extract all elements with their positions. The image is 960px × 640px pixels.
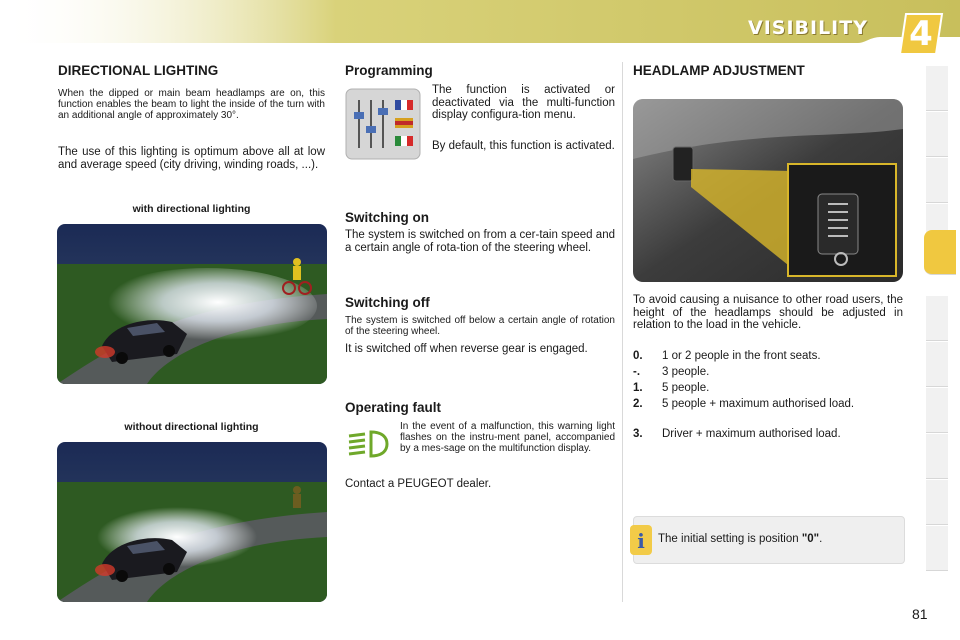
- illustration-without-directional-lighting: [57, 442, 327, 602]
- adjustment-position-item: [633, 366, 903, 380]
- directional-lighting-intro: When the dipped or main beam headlamps are on, this function enables the beam to light the inside of the turn with an additional angle of approximately 30°.: [58, 88, 325, 121]
- switching-on-title: Switching on: [345, 210, 429, 225]
- info-note-text: The initial setting is position "0".: [658, 533, 823, 545]
- settings-menu-icon: [345, 88, 421, 160]
- position-description: 5 people.: [662, 382, 710, 394]
- adjustment-position-item: [633, 382, 903, 396]
- position-number: 3.: [633, 428, 643, 440]
- headlamp-adjustment-title: HEADLAMP ADJUSTMENT: [633, 63, 805, 78]
- position-number: 0.: [633, 350, 643, 362]
- position-description: 5 people + maximum authorised load.: [662, 398, 855, 410]
- chapter-number-badge: [898, 12, 944, 56]
- chapter-tab[interactable]: [926, 158, 948, 203]
- chapter-tabs: [926, 66, 960, 576]
- directional-lighting-title: DIRECTIONAL LIGHTING: [58, 63, 219, 78]
- switching-off-title: Switching off: [345, 295, 430, 310]
- caption-with-directional: with directional lighting: [132, 203, 251, 215]
- chapter-tab-active[interactable]: [924, 230, 956, 275]
- chapter-tab[interactable]: [926, 388, 948, 433]
- chapter-tab[interactable]: [926, 342, 948, 387]
- column-divider: [622, 62, 623, 602]
- switching-on-text: The system is switched on from a cer-tain speed and a certain angle of rota-tion of the steering wheel.: [345, 229, 615, 254]
- adjustment-position-item: [633, 398, 903, 426]
- position-number: 1.: [633, 382, 643, 394]
- chapter-number: 4: [909, 14, 933, 54]
- operating-fault-text: In the event of a malfunction, this warning light flashes on the instru-ment panel, accompanied by a mes-sage on the multifunction display.: [400, 421, 615, 454]
- headlamp-warning-icon: [345, 424, 391, 464]
- headlamp-adjustment-intro: To avoid causing a nuisance to other road users, the height of the headlamps should be adjusted in relation to the load in the vehicle.: [633, 294, 903, 331]
- headlamp-adjuster-photo: [633, 99, 903, 282]
- adjustment-position-item: [633, 428, 903, 442]
- chapter-tab[interactable]: [926, 526, 948, 571]
- position-number: 2.: [633, 398, 643, 410]
- initial-position-value: "0": [801, 533, 820, 545]
- illustration-with-directional-lighting: [57, 224, 327, 384]
- adjustment-position-item: [633, 350, 903, 364]
- page-number: 81: [912, 606, 928, 622]
- operating-fault-title: Operating fault: [345, 400, 442, 415]
- position-description: Driver + maximum authorised load.: [662, 428, 841, 440]
- chapter-tab[interactable]: [926, 112, 948, 157]
- switching-off-text: The system is switched off below a certain angle of rotation of the steering wheel.: [345, 315, 615, 337]
- info-note: [633, 516, 905, 564]
- programming-text: The function is activated or deactivated via the multi-function display configura-tion menu.: [432, 84, 615, 121]
- caption-without-directional: without directional lighting: [124, 421, 259, 433]
- chapter-tab[interactable]: [926, 434, 948, 479]
- chapter-tab[interactable]: [926, 480, 948, 525]
- chapter-tab[interactable]: [926, 66, 948, 111]
- info-icon: i: [630, 525, 652, 555]
- programming-default: By default, this function is activated.: [432, 140, 615, 152]
- contact-dealer-text: Contact a PEUGEOT dealer.: [345, 478, 492, 490]
- position-number: -.: [633, 366, 641, 378]
- section-title: VISIBILITY: [748, 17, 868, 39]
- position-description: 3 people.: [662, 366, 710, 378]
- position-description: 1 or 2 people in the front seats.: [662, 350, 821, 362]
- chapter-tab[interactable]: [926, 296, 948, 341]
- programming-title: Programming: [345, 63, 433, 78]
- directional-lighting-body: The use of this lighting is optimum above all at low and average speed (city driving, winding roads, ...).: [58, 146, 325, 171]
- switching-off-reverse: It is switched off when reverse gear is engaged.: [345, 343, 588, 355]
